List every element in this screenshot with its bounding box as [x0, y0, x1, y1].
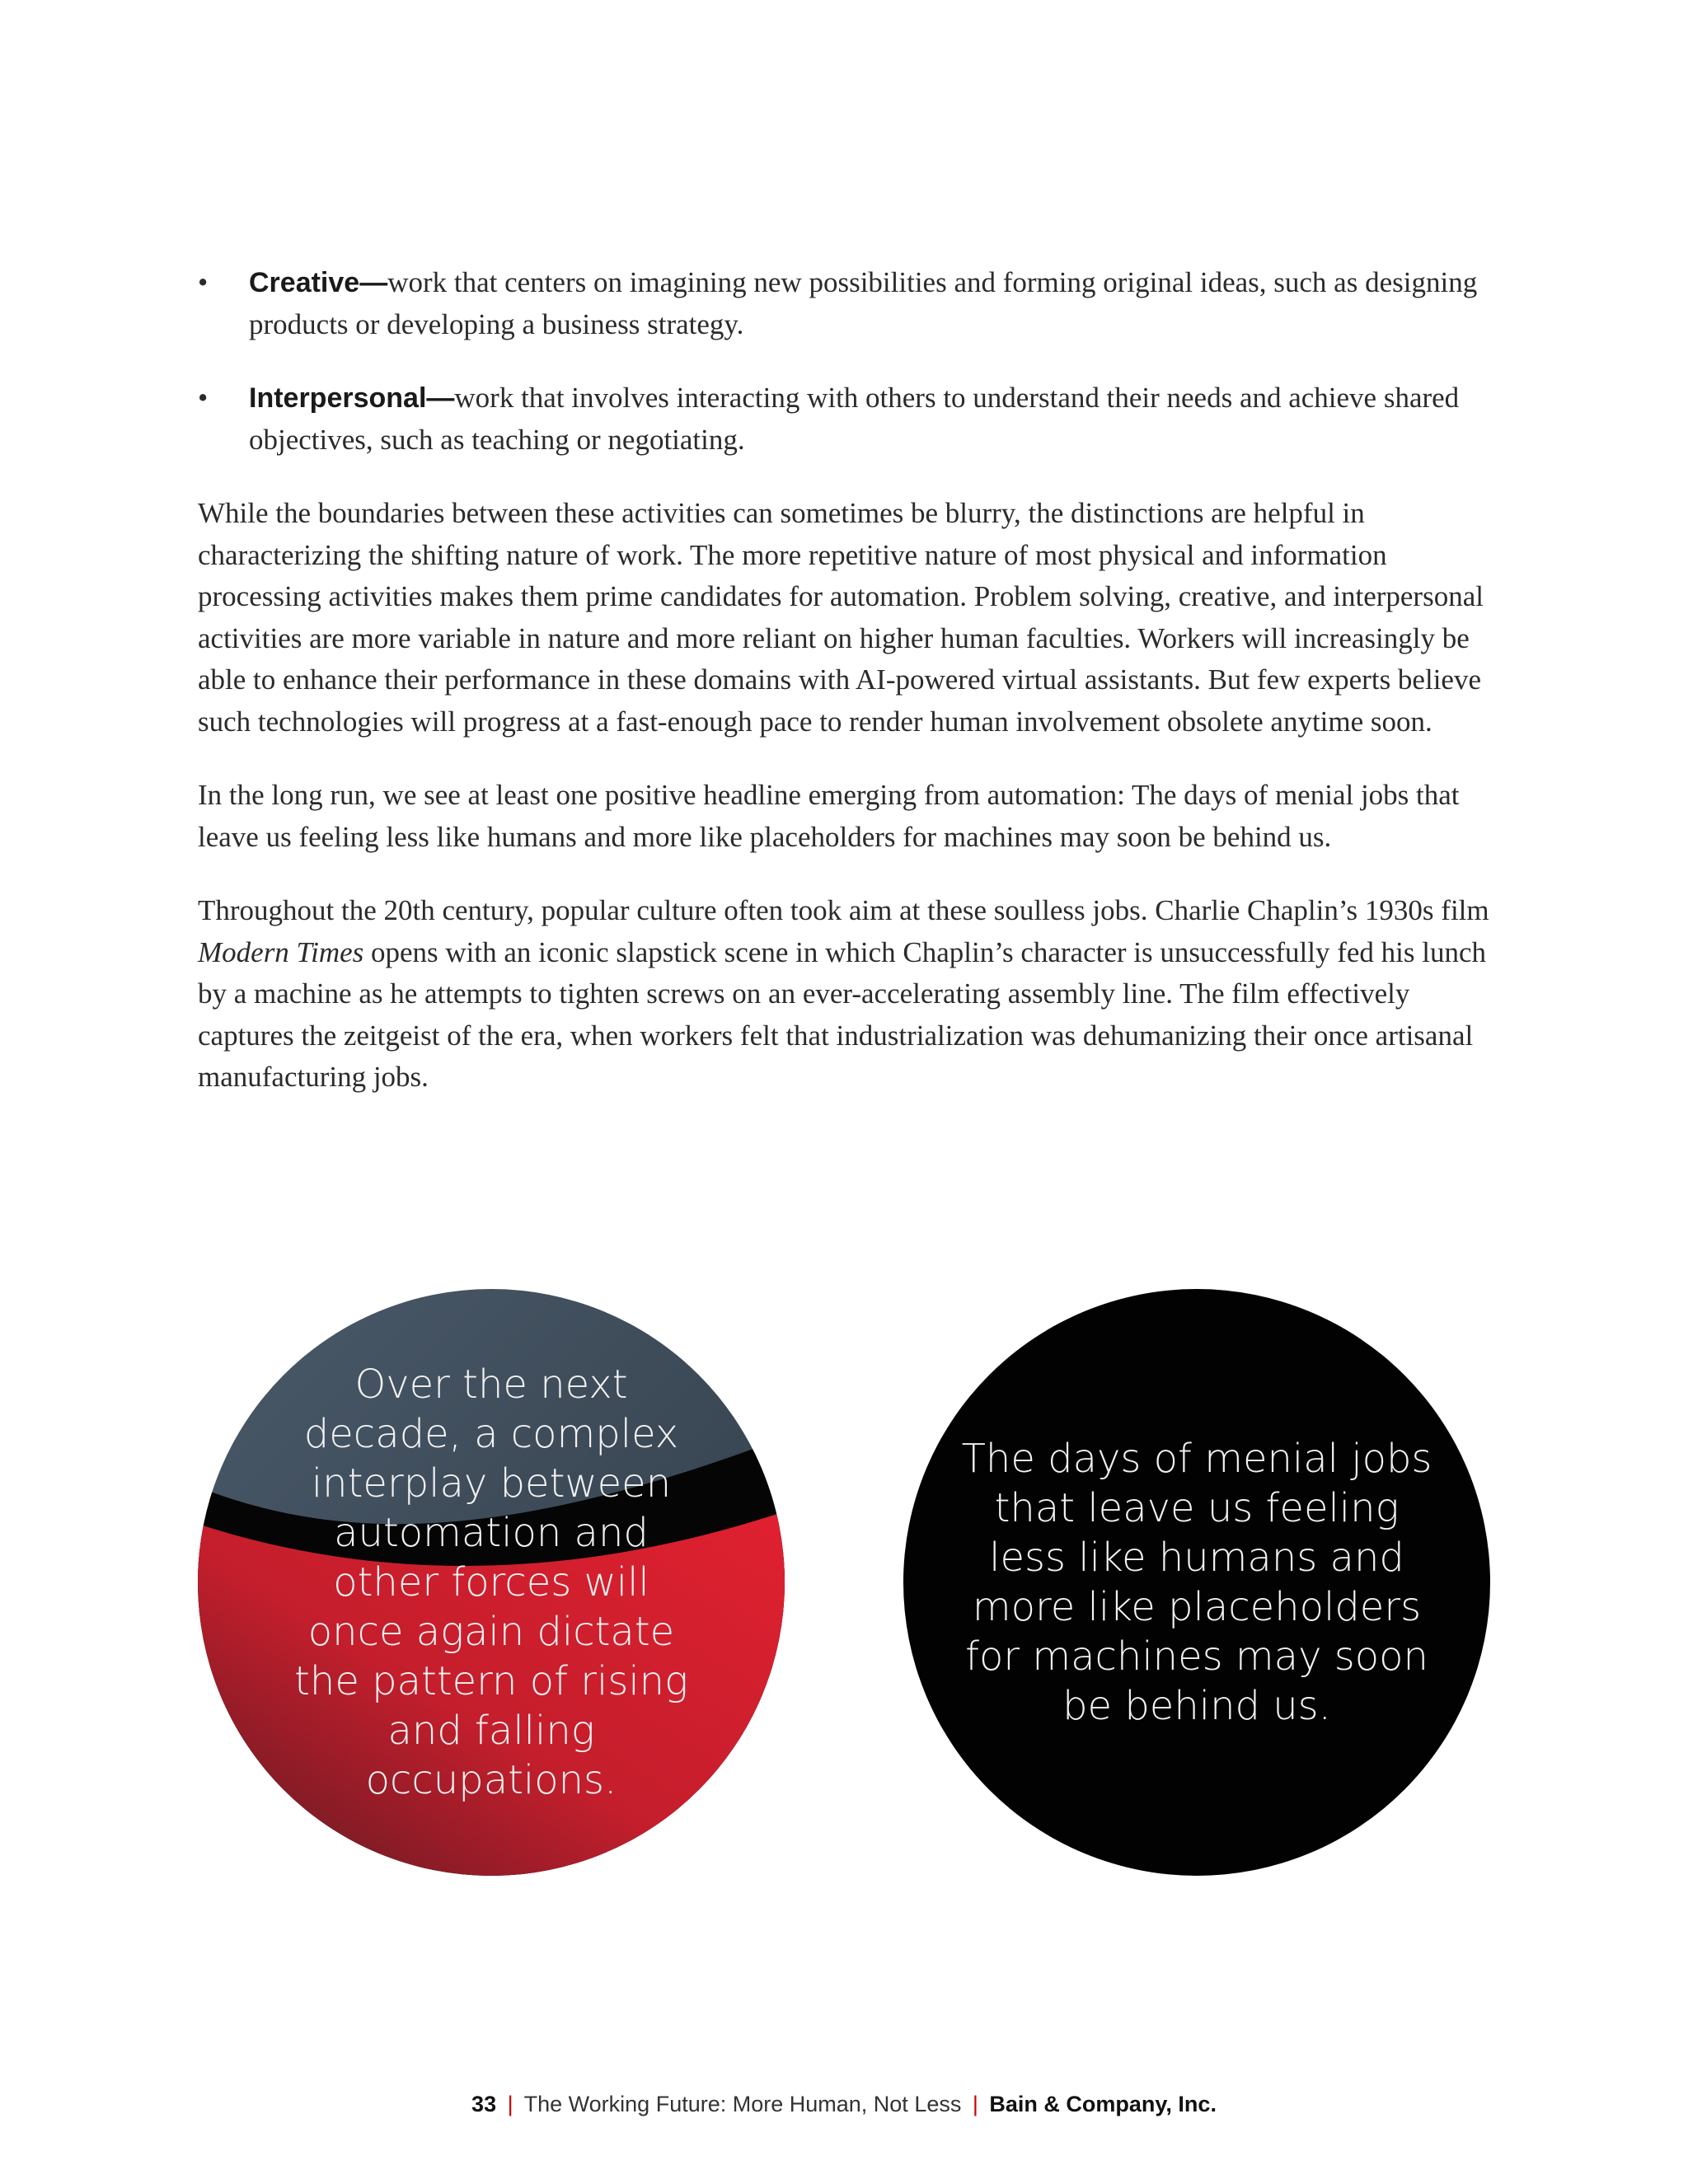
page-number: 33 [471, 2092, 497, 2116]
bullet-creative [198, 262, 1500, 345]
film-title: Modern Times [198, 935, 364, 968]
pullquote-right-text: The days of menial jobs that leave us feeling less like humans and more like placeholders for machines may soon be behind us. [961, 1436, 1432, 1729]
report-title: The Working Future: More Human, Not Less [523, 2092, 962, 2116]
page-footer [0, 2092, 1688, 2117]
paragraph-chaplin-start: Throughout the 20th century, popular culture often took aim at these soulless jobs. Charlie Chaplin’s 1930s film [198, 894, 1489, 926]
paragraph-boundaries: While the boundaries between these activities can sometimes be blurry, the distinctions are helpful in characterizing the shifting nature of work. The more repetitive nature of most physical and information processing activities makes them prime candidates for automation. Problem solving, creative, and interpersonal activities are more variable in nature and more reliant on higher human faculties. Workers will increasingly be able to enhance their performance in these domains with AI-powered virtual assistants. But few experts believe such technologies will progress at a fast-enough pace to render human involvement obsolete anytime soon. [198, 497, 1484, 738]
bullet-dot-icon: • [198, 266, 209, 298]
pullquote-circle-right [903, 1289, 1490, 1876]
bullet-text: work that centers on imagining new possibilities and forming original ideas, such as designing products or developing a business strategy. [249, 266, 1478, 340]
bullet-interpersonal [198, 377, 1500, 461]
pullquote-circle-left [198, 1289, 785, 1876]
paragraph-chaplin [198, 890, 1500, 1099]
paragraph-long-run: In the long run, we see at least one positive headline emerging from automation: The days of menial jobs that leave us feeling less like humans and more like placeholders for machines may soon be behind us. [198, 779, 1460, 853]
footer-separator: | [972, 2092, 978, 2116]
bullet-dot-icon: • [198, 382, 209, 414]
body-text [198, 262, 1500, 1131]
company-name: Bain & Company, Inc. [989, 2092, 1217, 2116]
bullet-list [198, 262, 1500, 461]
paragraph-chaplin-end: opens with an iconic slapstick scene in which Chaplin’s character is unsuccessfully fed his lunch by a machine as he attempts to tighten screws on an ever-accelerating assembly line. The film effectively captures the zeitgeist of the era, when workers felt that industrialization was dehumanizing their once artisanal manufacturing jobs. [198, 935, 1486, 1093]
bullet-term: Interpersonal— [249, 382, 455, 414]
bullet-term: Creative— [249, 267, 388, 298]
bullet-text: work that involves interacting with others to understand their needs and achieve shared objectives, such as teaching or negotiating. [249, 382, 1460, 456]
pullquote-left-text: Over the next decade, a complex interplay between automation and other forces will once again dictate the pattern of rising and falling occupations. [294, 1361, 688, 1803]
footer-separator: | [507, 2092, 513, 2116]
